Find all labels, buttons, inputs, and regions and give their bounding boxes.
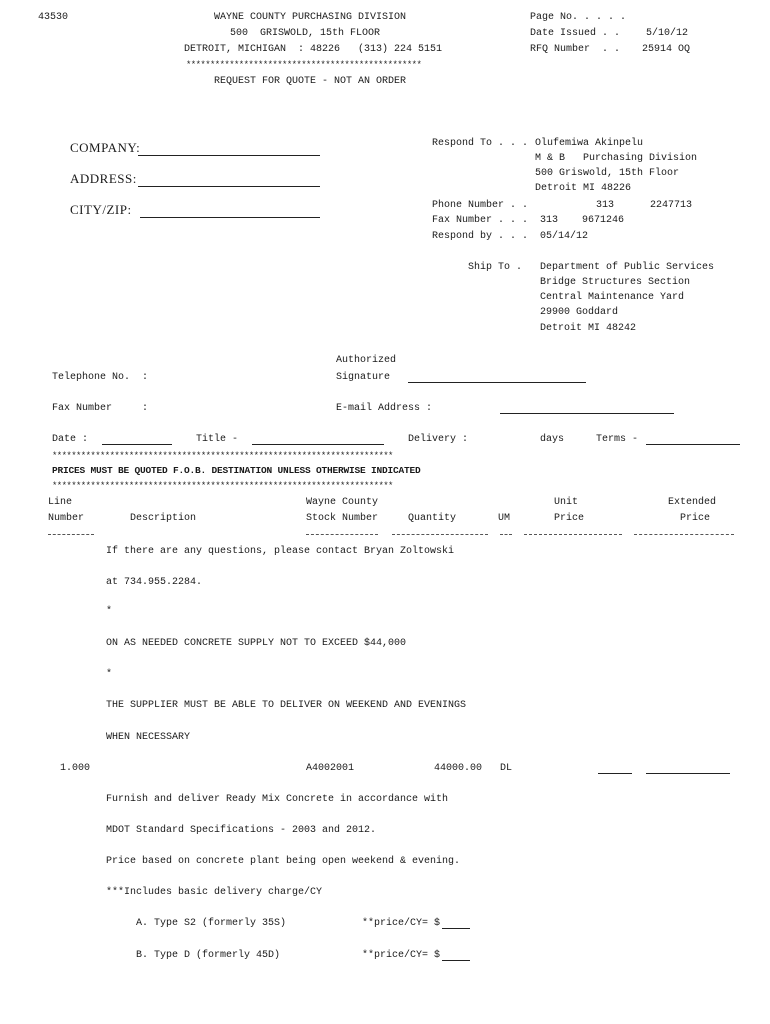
type-b-price-label: **price/CY= $ — [362, 950, 441, 961]
signature-label: Signature — [336, 372, 391, 383]
terms-label: Terms - — [596, 434, 639, 445]
col-unit-price-header-2: Price — [554, 513, 585, 524]
rfq-number-value: 25914 OQ — [642, 44, 691, 55]
item-desc-line-2: MDOT Standard Specifications - 2003 and 2012. — [106, 825, 377, 836]
email-field[interactable] — [500, 413, 674, 414]
fob-notice: PRICES MUST BE QUOTED F.O.B. DESTINATION UNLESS OTHERWISE INDICATED — [52, 465, 421, 476]
col-line-header-2: Number — [48, 513, 85, 524]
body-line-asterisk-1: * — [106, 606, 113, 617]
date-label: Date : — [52, 434, 89, 445]
col-extended-price-rule — [634, 534, 734, 535]
item-line-number: 1.000 — [60, 763, 91, 774]
type-a-price-label: **price/CY= $ — [362, 918, 441, 929]
phone-area-code: 313 — [596, 200, 615, 211]
body-line-asterisk-2: * — [106, 669, 113, 680]
city-zip-label: CITY/ZIP: — [70, 202, 132, 217]
signature-field[interactable] — [408, 382, 586, 383]
document-id: 43530 — [38, 12, 69, 23]
type-a-price-field[interactable] — [442, 928, 470, 929]
company-label: COMPANY: — [70, 140, 141, 155]
respond-by-value: 05/14/12 — [540, 231, 589, 242]
rfq-number-label: RFQ Number . . — [530, 44, 621, 55]
page-number-label: Page No. . . . . — [530, 12, 627, 23]
city-zip-field[interactable] — [140, 217, 320, 218]
terms-field[interactable] — [646, 444, 740, 445]
col-um-header: UM — [498, 513, 511, 524]
body-line-phone: at 734.955.2284. — [106, 577, 203, 588]
item-um: DL — [500, 763, 513, 774]
date-issued-value: 5/10/12 — [646, 28, 689, 39]
header-star-divider: ************************************************* — [186, 60, 422, 70]
fax-number-value: 313 9671246 — [540, 215, 625, 226]
type-a-label: A. Type S2 (formerly 35S) — [136, 918, 287, 929]
ship-to-line-5: Detroit MI 48242 — [540, 323, 637, 334]
col-stock-header-1: Wayne County — [306, 497, 379, 508]
authorized-label: Authorized — [336, 355, 397, 366]
item-unit-price-field[interactable] — [598, 773, 632, 774]
ship-to-line-3: Central Maintenance Yard — [540, 292, 685, 303]
rfq-notice: REQUEST FOR QUOTE - NOT AN ORDER — [214, 76, 407, 87]
type-b-label: B. Type D (formerly 45D) — [136, 950, 281, 961]
item-stock-number: A4002001 — [306, 763, 355, 774]
telephone-label: Telephone No. : — [52, 372, 149, 383]
item-desc-line-4: ***Includes basic delivery charge/CY — [106, 887, 323, 898]
ship-to-label: Ship To . — [468, 262, 523, 273]
col-quantity-header: Quantity — [408, 513, 457, 524]
phone-number-value: 2247713 — [650, 200, 693, 211]
org-city-phone: DETROIT, MICHIGAN : 48226 (313) 224 5151 — [184, 44, 443, 55]
respond-to-street: 500 Griswold, 15th Floor — [535, 168, 680, 179]
body-line-questions: If there are any questions, please contact Bryan Zoltowski — [106, 546, 455, 557]
respond-to-city: Detroit MI 48226 — [535, 183, 632, 194]
respond-to-name: Olufemiwa Akinpelu — [535, 138, 644, 149]
ship-to-line-2: Bridge Structures Section — [540, 277, 691, 288]
col-description-header: Description — [130, 513, 197, 524]
body-line-when-necessary: WHEN NECESSARY — [106, 732, 191, 743]
item-desc-line-1: Furnish and deliver Ready Mix Concrete in accordance with — [106, 794, 449, 805]
title-field[interactable] — [252, 444, 384, 445]
company-field[interactable] — [138, 155, 320, 156]
fax-label: Fax Number : — [52, 403, 149, 414]
col-stock-header-2: Stock Number — [306, 513, 379, 524]
phone-number-label: Phone Number . . — [432, 200, 529, 211]
col-line-header-1: Line — [48, 497, 73, 508]
col-unit-price-header-1: Unit — [554, 497, 579, 508]
respond-to-dept: M & B Purchasing Division — [535, 153, 698, 164]
date-field[interactable] — [102, 444, 172, 445]
days-label: days — [540, 434, 565, 445]
col-um-rule — [500, 534, 512, 535]
col-line-rule — [48, 534, 94, 535]
email-label: E-mail Address : — [336, 403, 433, 414]
respond-by-label: Respond by . . . — [432, 231, 529, 242]
type-b-price-field[interactable] — [442, 960, 470, 961]
date-issued-label: Date Issued . . — [530, 28, 621, 39]
item-extended-price-field[interactable] — [646, 773, 730, 774]
notice-star-divider-top: *********************************************************************** — [52, 451, 393, 461]
address-label: ADDRESS: — [70, 171, 137, 186]
ship-to-line-1: Department of Public Services — [540, 262, 715, 273]
respond-to-label: Respond To . . . — [432, 138, 529, 149]
title-label: Title - — [196, 434, 239, 445]
fax-number-label: Fax Number . . . — [432, 215, 529, 226]
delivery-label: Delivery : — [408, 434, 469, 445]
body-line-supplier: THE SUPPLIER MUST BE ABLE TO DELIVER ON WEEKEND AND EVENINGS — [106, 700, 467, 711]
col-extended-price-header-1: Extended — [668, 497, 717, 508]
item-quantity: 44000.00 — [434, 763, 483, 774]
address-field[interactable] — [138, 186, 320, 187]
org-name: WAYNE COUNTY PURCHASING DIVISION — [214, 12, 407, 23]
col-extended-price-header-2: Price — [680, 513, 711, 524]
ship-to-line-4: 29900 Goddard — [540, 307, 619, 318]
col-stock-rule — [306, 534, 378, 535]
org-street: 500 GRISWOLD, 15th FLOOR — [230, 28, 381, 39]
notice-star-divider-bottom: *********************************************************************** — [52, 481, 393, 491]
col-unit-price-rule — [524, 534, 622, 535]
item-desc-line-3: Price based on concrete plant being open weekend & evening. — [106, 856, 461, 867]
col-quantity-rule — [392, 534, 488, 535]
body-line-not-to-exceed: ON AS NEEDED CONCRETE SUPPLY NOT TO EXCEED $44,000 — [106, 638, 407, 649]
